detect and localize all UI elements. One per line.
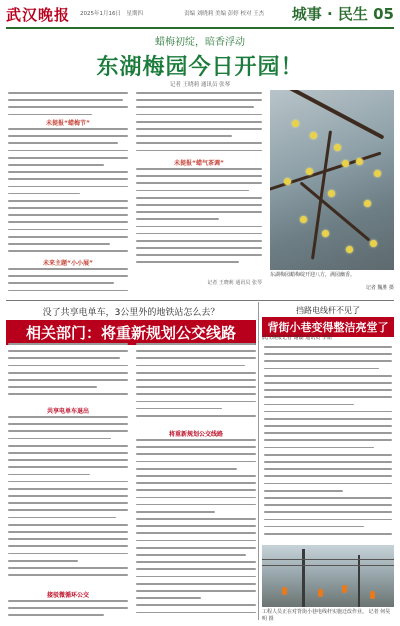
section-title: 城事 · 民生 05 [291, 5, 394, 23]
top-article-byline: 记者 王晓莉 通讯员 张琴 [169, 82, 231, 88]
issue-date: 2025年1月16日 星期四 [80, 11, 143, 17]
top-article-subhead-2: 未提报“蜡气茶调” [174, 160, 224, 167]
plum-blossom-photo [270, 90, 394, 270]
bottom-left-subhead-2: 接驳微循环公交 [46, 592, 89, 599]
construction-photo [262, 545, 394, 607]
article-text [8, 92, 128, 118]
bottom-right-kicker: 挡路电线杆不见了 [296, 306, 360, 315]
bottom-left-headline: 相关部门：将重新规划公交线路 [6, 320, 256, 345]
article-text [8, 268, 128, 298]
column-divider [258, 302, 259, 620]
top-article-headline: 东湖梅园今日开园！ [96, 54, 304, 80]
construction-photo-caption: 工程人员正在对背街小巷电线杆实施迁改作业。 记者 何昊明 摄 [262, 609, 391, 622]
article-text [264, 346, 392, 542]
top-article-subhead-1: 未提报“蜡梅节” [46, 120, 90, 127]
article-text [8, 600, 128, 622]
article-text [8, 343, 128, 405]
top-article-byline-end: 记者 王晓莉 通讯员 张琴 [207, 280, 262, 286]
article-text [136, 439, 256, 621]
article-text [136, 168, 262, 272]
newspaper-logo: 武汉晚报 [6, 6, 71, 24]
photo-caption: 东湖梅园蜡梅绽开迎八方，满园幽香。 [270, 272, 356, 278]
section-divider [6, 300, 394, 301]
top-article-subhead-3: 未来主题“小小展” [43, 260, 93, 267]
photo-credit: 记者 魏胜 摄 [365, 285, 394, 291]
bottom-right-headline: 背街小巷变得整洁亮堂了 [262, 317, 394, 337]
article-text [8, 128, 128, 258]
bottom-right-byline: 武汉晚报记者 谢磊 通讯员 李娟 [262, 335, 332, 341]
article-text [136, 92, 262, 158]
article-text [136, 343, 256, 427]
header-rule [6, 27, 394, 29]
bottom-left-subhead-3: 将重新规划公交线路 [168, 431, 223, 438]
bottom-left-kicker: 没了共享电单车，3公里外的地铁站怎么去？ [42, 308, 220, 318]
article-text [8, 416, 128, 586]
editor-credits: 责编 刘晓莉 美编 彭婷 校对 王杰 [184, 11, 265, 17]
top-article-kicker: 蜡梅初绽，暗香浮动 [155, 37, 245, 48]
bottom-left-subhead-1: 共享电单车退出 [46, 408, 89, 415]
masthead [6, 3, 394, 27]
